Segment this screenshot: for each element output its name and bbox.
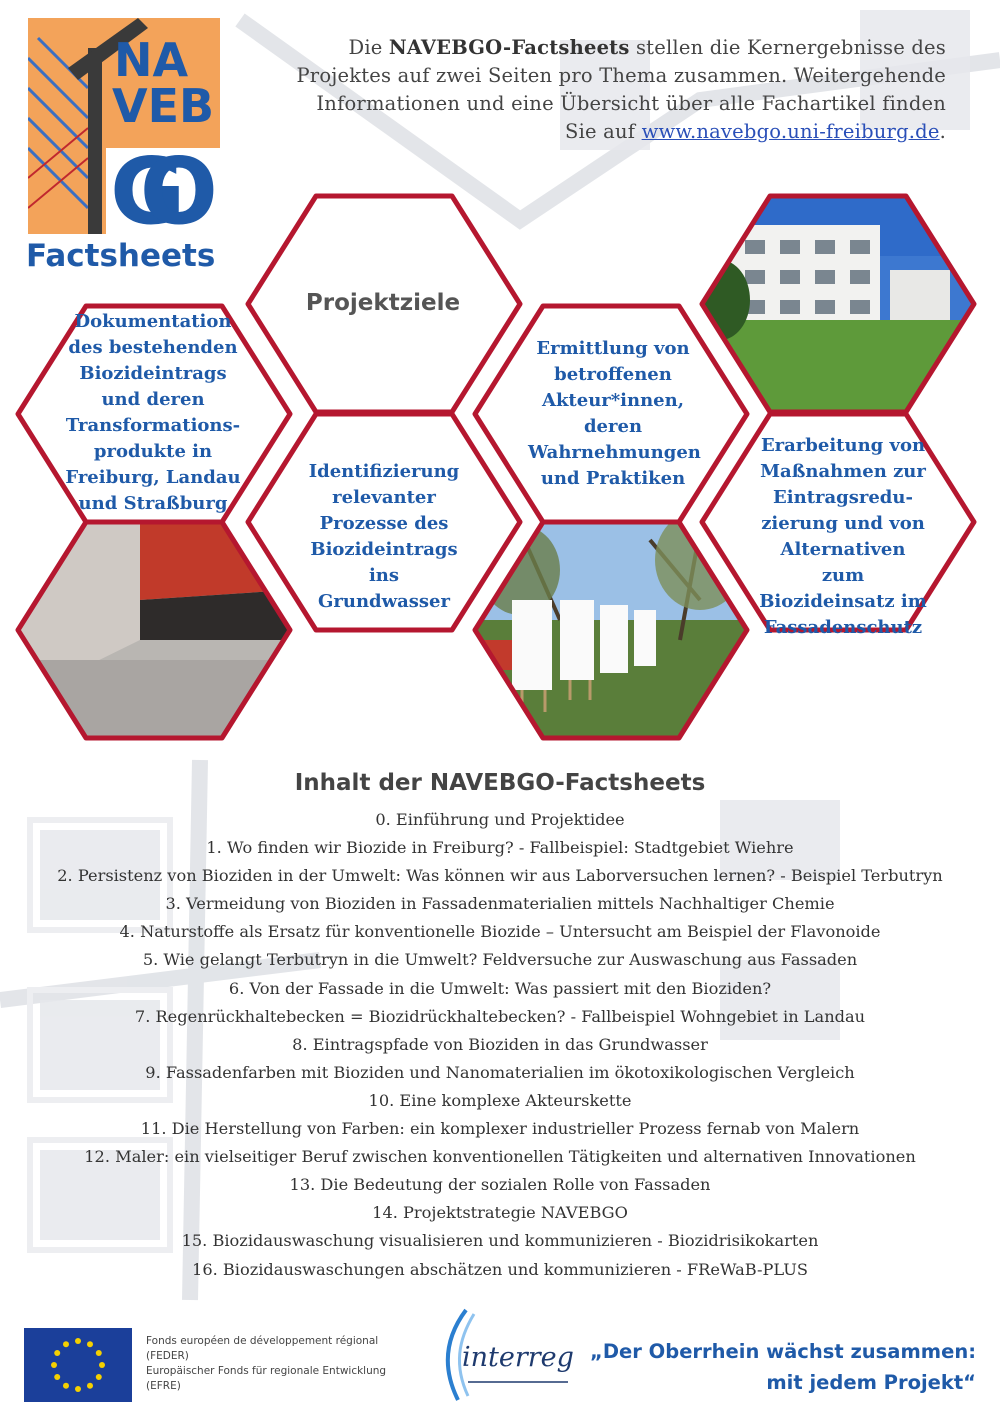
toc-item: 0. Einführung und Projektidee [375, 810, 625, 829]
interreg-wordmark: interreg [462, 1342, 574, 1373]
toc-item: 9. Fassadenfarben mit Bioziden und Nanomaterialien im ökotoxikologischen Vergleich [145, 1062, 855, 1082]
eu-star [87, 1383, 93, 1389]
toc-item: 3. Vermeidung von Bioziden in Fassadenmaterialien mittels Nachhaltiger Chemie [165, 894, 835, 914]
toc-item: 16. Biozidauswaschungen abschätzen und kommunizieren - FReWaB-PLUS [192, 1259, 808, 1279]
eu-star [54, 1374, 60, 1380]
eu-star [75, 1386, 81, 1392]
eu-star [51, 1362, 57, 1368]
eu-star [99, 1362, 105, 1368]
goal-ermittlung-text: Ermittlung von betroffenen Akteur*innen, deren Wahrnehmungen und Praktiken [528, 338, 701, 489]
toc-item: 11. Die Herstellung von Farben: ein komplexer industrieller Prozess fernab von Malern [140, 1119, 860, 1139]
factsheets-title: Factsheets [26, 238, 216, 274]
logo-text-go: GO [110, 138, 218, 234]
eu-star [96, 1374, 102, 1380]
toc-item: 1. Wo finden wir Biozide in Freiburg? - Fallbeispiel: Stadtgebiet Wiehre [206, 838, 794, 858]
toc-item: 7. Regenrückhaltebecken = Biozidrückhaltebecken? - Fallbeispiel Wohngebiet in Landau [134, 1006, 866, 1026]
toc-item: 14. Projektstrategie NAVEBGO [372, 1203, 628, 1223]
eu-star [63, 1383, 69, 1389]
toc-item: 15. Biozidauswaschung visualisieren und kommunizieren - Biozidrisikokarten [181, 1231, 819, 1251]
goal-identifizierung-text: Identifizierung relevanter Prozesse des Biozideintrags ins Grundwasser [308, 461, 460, 612]
toc-item: 6. Von der Fassade in die Umwelt: Was passiert mit den Bioziden? [228, 978, 772, 998]
eu-star [63, 1341, 69, 1347]
eu-star [54, 1350, 60, 1356]
goal-erarbeitung-text: Erarbeitung von Maßnahmen zur Eintragsredu-zierung und von Alternativen zum Biozideinsatz im Fassadenschutz [759, 435, 927, 638]
logo-text-veb: VEB [112, 79, 215, 133]
toc-item: 8. Eintragspfade von Bioziden in das Grundwasser [292, 1034, 708, 1054]
photo-facade-wall [18, 522, 290, 740]
toc-item: 4. Naturstoffe als Ersatz für konventionelle Biozide – Untersucht am Beispiel der Flavonoide [119, 922, 881, 942]
interreg-logo [428, 1304, 574, 1408]
eu-star [87, 1341, 93, 1347]
toc-list [0, 806, 1000, 1284]
toc-item: 13. Die Bedeutung der sozialen Rolle von Fassaden [289, 1175, 711, 1195]
website-link[interactable]: www.navebgo.uni-freiburg.de [641, 120, 940, 143]
intro-bold-name: NAVEBGO-Factsheets [388, 36, 630, 59]
eu-star [96, 1350, 102, 1356]
photo-apartment-buildings [690, 196, 974, 412]
toc-title: Inhalt der NAVEBGO-Factsheets [294, 770, 706, 796]
slogan: „Der Oberrhein wächst zusammen: mit jedem Projekt“ [590, 1340, 976, 1394]
projektziele-title: Projektziele [305, 290, 461, 316]
funding-text: Fonds européen de développement régional (FEDER) Europäischer Fonds für regionale Entwicklung (EFRE) [146, 1335, 387, 1392]
toc-item: 5. Wie gelangt Terbutryn in die Umwelt? Feldversuche zur Auswaschung aus Fassaden [142, 950, 858, 970]
toc-item: 2. Persistenz von Bioziden in der Umwelt: Was können wir aus Laborversuchen lernen? - Beispiel Terbutryn [57, 866, 943, 886]
toc-item: 12. Maler: ein vielseitiger Beruf zwischen konventionellen Tätigkeiten und alternativen Innovationen [84, 1147, 916, 1167]
logo-text-na: NA [114, 33, 189, 87]
eu-flag-icon [24, 1328, 132, 1402]
photo-test-panels [475, 510, 747, 738]
toc-item: 10. Eine komplexe Akteurskette [368, 1090, 632, 1110]
goal-dokumentation-text: Dokumentation des bestehenden Biozideintrags und deren Transformations-produkte in Freiburg, Landau und Straßburg [65, 311, 241, 514]
eu-star [75, 1338, 81, 1344]
intro-paragraph: Die NAVEBGO-Factsheets stellen die Kernergebnisse des Projektes auf zwei Seiten pro Thema zusammen. Weitergehende Informationen und eine Übersicht über alle Fachartikel finden Sie auf www.navebgo.uni-freiburg.de. [296, 36, 946, 143]
